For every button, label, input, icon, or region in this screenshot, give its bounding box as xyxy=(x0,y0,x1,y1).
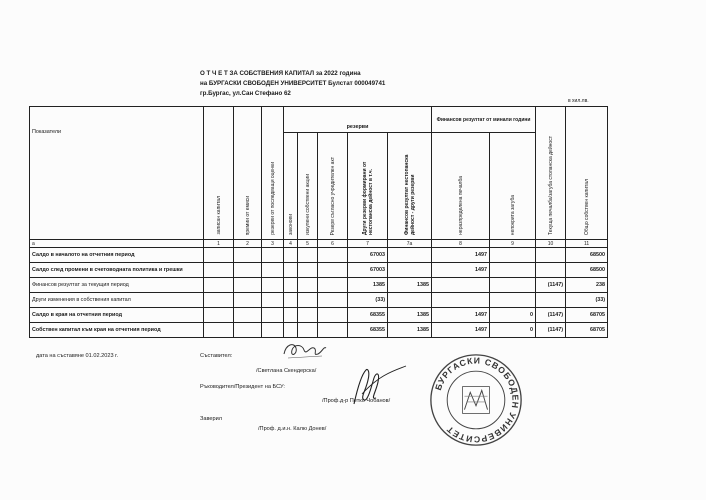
composer-label: Съставител: xyxy=(200,353,233,359)
col-header-4: законови xyxy=(284,133,298,240)
header-row-1 xyxy=(30,107,608,121)
indicators-header: Показатели xyxy=(30,107,204,240)
cell-col-9: 0 xyxy=(490,308,536,323)
num-cell: 6 xyxy=(318,240,348,248)
cell-col-11: 68500 xyxy=(566,263,608,278)
empty-cell xyxy=(262,323,284,338)
empty-cell xyxy=(204,263,234,278)
university-stamp xyxy=(428,352,524,448)
address-line: гр.Бургас, ул.Сан Стефано 62 xyxy=(200,90,291,97)
cell-col-11: (33) xyxy=(566,293,608,308)
num-cell: 10 xyxy=(536,240,566,248)
num-cell: 11 xyxy=(566,240,608,248)
cell-col-8 xyxy=(432,293,490,308)
col-header-9: непокрита загуба xyxy=(490,133,536,240)
empty-cell xyxy=(204,278,234,293)
report-title: О Т Ч Е Т ЗА СОБСТВЕНИЯ КАПИТАЛ за 2022 година xyxy=(200,70,361,77)
cell-col-7a: 1385 xyxy=(388,278,432,293)
cell-col-10: (1147) xyxy=(536,323,566,338)
empty-cell xyxy=(262,248,284,263)
row-label: Други изменения в собствения капитал xyxy=(30,293,204,308)
empty-cell xyxy=(318,248,348,263)
reserves-group-header: резерви xyxy=(284,107,432,133)
cell-col-11: 68500 xyxy=(566,248,608,263)
equity-table xyxy=(29,106,608,338)
row-label: Финансов резултат за текущия период xyxy=(30,278,204,293)
empty-cell xyxy=(204,248,234,263)
empty-cell xyxy=(284,263,298,278)
cell-col-9 xyxy=(490,293,536,308)
cell-col-8: 1497 xyxy=(432,248,490,263)
empty-cell xyxy=(262,308,284,323)
unit-label: в хил.лв. xyxy=(568,98,589,104)
fin-result-group-header: Финансов резултат от минали години xyxy=(432,107,536,133)
cell-col-7: 67003 xyxy=(348,263,388,278)
cell-col-11: 68705 xyxy=(566,308,608,323)
col-header-2: премии от емиси xyxy=(234,107,262,240)
cell-col-8: 1497 xyxy=(432,263,490,278)
empty-cell xyxy=(204,308,234,323)
column-number-row xyxy=(30,240,608,248)
num-cell: 4 xyxy=(284,240,298,248)
empty-cell xyxy=(262,263,284,278)
num-cell: 7 xyxy=(348,240,388,248)
stamp-text: БУРГАСКИ СВОБОДЕН УНИВЕРСИТЕТ xyxy=(432,355,521,445)
cell-col-7: 68355 xyxy=(348,323,388,338)
leader-signature xyxy=(340,364,410,408)
empty-cell xyxy=(298,263,318,278)
cell-col-7a: 1385 xyxy=(388,308,432,323)
cell-col-10: (1147) xyxy=(536,308,566,323)
col-header-3: резерви от последващи оценки xyxy=(262,107,284,240)
cell-col-8: 1497 xyxy=(432,323,490,338)
row-label: Салдо в началото на отчетния период xyxy=(30,248,204,263)
empty-cell xyxy=(284,278,298,293)
empty-cell xyxy=(318,323,348,338)
cell-col-10 xyxy=(536,293,566,308)
date-label: дата на съставяне 01.02.2023 г. xyxy=(36,353,119,359)
empty-cell xyxy=(284,323,298,338)
col-header-1: записан капитал xyxy=(204,107,234,240)
cell-col-10 xyxy=(536,263,566,278)
col-header-6: Резерв съгласно учредителен акт xyxy=(318,133,348,240)
col-header-8: неразпределена печалба xyxy=(432,133,490,240)
cell-col-7: 1385 xyxy=(348,278,388,293)
empty-cell xyxy=(318,263,348,278)
table-row xyxy=(30,248,608,263)
empty-cell xyxy=(318,293,348,308)
empty-cell xyxy=(204,323,234,338)
composer-signature xyxy=(280,340,330,362)
empty-cell xyxy=(262,293,284,308)
empty-cell xyxy=(234,293,262,308)
empty-cell xyxy=(284,248,298,263)
approved-name: /Проф. д.и.н. Калю Донев/ xyxy=(258,426,327,432)
cell-col-11: 68705 xyxy=(566,323,608,338)
cell-col-10 xyxy=(536,248,566,263)
num-cell: 5 xyxy=(298,240,318,248)
num-cell: а xyxy=(30,240,204,248)
empty-cell xyxy=(298,293,318,308)
empty-cell xyxy=(298,278,318,293)
table-row xyxy=(30,323,608,338)
cell-col-10: (1147) xyxy=(536,278,566,293)
num-cell: 2 xyxy=(234,240,262,248)
col-header-5: изкупени собствени акции xyxy=(298,133,318,240)
empty-cell xyxy=(234,248,262,263)
cell-col-7a xyxy=(388,248,432,263)
col-header-10: Текуща печалба/загуба стопанска дейност xyxy=(536,107,566,240)
cell-col-11: 238 xyxy=(566,278,608,293)
col-header-7a: Финансов резултат нестопанска дейност - други резерви xyxy=(388,133,432,240)
empty-cell xyxy=(298,323,318,338)
empty-cell xyxy=(284,308,298,323)
empty-cell xyxy=(234,278,262,293)
table-row xyxy=(30,278,608,293)
table-row xyxy=(30,308,608,323)
empty-cell xyxy=(204,293,234,308)
num-cell: 3 xyxy=(262,240,284,248)
empty-cell xyxy=(234,263,262,278)
approved-label: Заверил xyxy=(200,416,223,422)
cell-col-7: (33) xyxy=(348,293,388,308)
cell-col-9 xyxy=(490,278,536,293)
col-header-11: Общо собствен капитал xyxy=(566,107,608,240)
row-label: Собствен капитал към края на отчетния период xyxy=(30,323,204,338)
row-label: Салдо след промени в счетоводната политика и грешки xyxy=(30,263,204,278)
organization-line: на БУРГАСКИ СВОБОДЕН УНИВЕРСИТЕТ Булстат 000049741 xyxy=(200,80,386,87)
cell-col-7a xyxy=(388,263,432,278)
num-cell: 9 xyxy=(490,240,536,248)
empty-cell xyxy=(298,308,318,323)
cell-col-8: 1497 xyxy=(432,308,490,323)
leader-label: Ръководител/Президент на БСУ: xyxy=(200,384,285,390)
empty-cell xyxy=(298,248,318,263)
empty-cell xyxy=(234,308,262,323)
cell-col-8 xyxy=(432,278,490,293)
cell-col-7a xyxy=(388,293,432,308)
composer-name: /Светлана Скендерска/ xyxy=(256,368,317,374)
cell-col-9 xyxy=(490,263,536,278)
col-header-7: Други резерви формирани от нестопанска дейност в т.ч. xyxy=(348,133,388,240)
cell-col-7a: 1385 xyxy=(388,323,432,338)
empty-cell xyxy=(318,278,348,293)
num-cell: 1 xyxy=(204,240,234,248)
empty-cell xyxy=(262,278,284,293)
num-cell: 8 xyxy=(432,240,490,248)
empty-cell xyxy=(234,323,262,338)
num-cell: 7а xyxy=(388,240,432,248)
cell-col-7: 67003 xyxy=(348,248,388,263)
row-label: Салдо в края на отчетния период xyxy=(30,308,204,323)
empty-cell xyxy=(284,293,298,308)
leader-name: /Проф.д-р Петко Чобанов/ xyxy=(322,398,391,404)
table-row xyxy=(30,293,608,308)
cell-col-9: 0 xyxy=(490,323,536,338)
table-row xyxy=(30,263,608,278)
empty-cell xyxy=(318,308,348,323)
cell-col-9 xyxy=(490,248,536,263)
cell-col-7: 68355 xyxy=(348,308,388,323)
